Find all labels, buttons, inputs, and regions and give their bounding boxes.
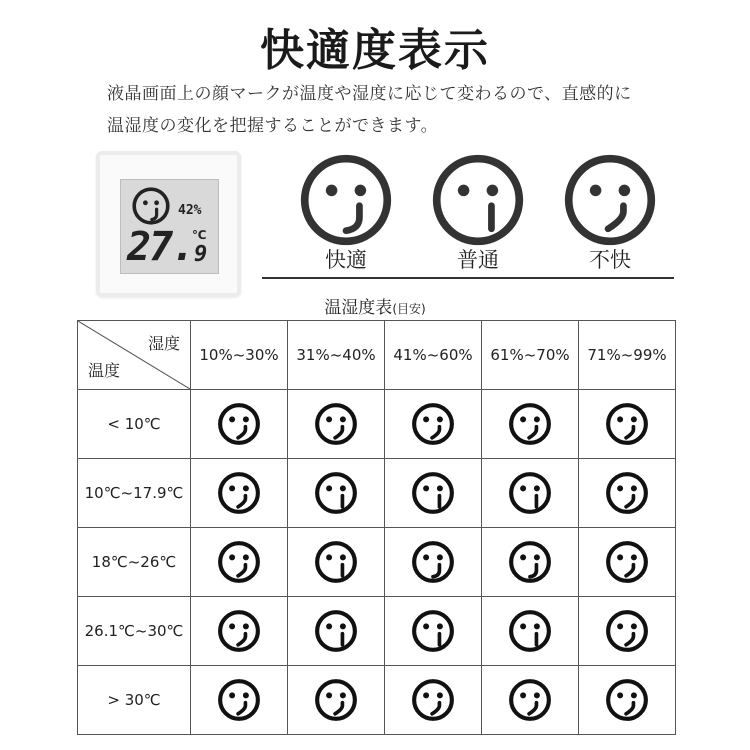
- row-header: 26.1℃~30℃: [78, 597, 191, 666]
- face-cell: [288, 390, 385, 459]
- row-header: < 10℃: [78, 390, 191, 459]
- discomfort-face-icon: [604, 470, 650, 516]
- column-header: 61%~70%: [482, 321, 579, 390]
- face-cell: [579, 390, 676, 459]
- discomfort-face-icon: [604, 401, 650, 447]
- discomfort-face-icon: [410, 401, 456, 447]
- table-row: [78, 528, 676, 597]
- discomfort-face-icon: [216, 539, 262, 585]
- humidity-axis-label: 湿度: [147, 334, 180, 353]
- table-row: [78, 666, 676, 735]
- temperature-axis-label: 温度: [88, 361, 121, 380]
- lcd-temperature: 27.: [127, 224, 194, 270]
- face-cell: [288, 666, 385, 735]
- table-header-row: [78, 321, 676, 390]
- face-cell: [191, 390, 288, 459]
- discomfort-face-icon: [410, 677, 456, 723]
- column-header: 71%~99%: [579, 321, 676, 390]
- normal-face-icon: [313, 608, 359, 654]
- table-row: [78, 459, 676, 528]
- discomfort-face-icon: [313, 677, 359, 723]
- face-cell: [288, 459, 385, 528]
- face-cell: [191, 528, 288, 597]
- lcd-unit: ℃: [192, 228, 207, 242]
- discomfort-face-icon: [604, 608, 650, 654]
- face-cell: [191, 597, 288, 666]
- face-cell: [579, 459, 676, 528]
- legend-divider: [262, 277, 674, 279]
- face-cell: [385, 597, 482, 666]
- thermometer-device: [96, 151, 241, 297]
- legend-label-comfort: 快適: [325, 248, 367, 272]
- discomfort-face-icon: [604, 677, 650, 723]
- discomfort-face-icon: [313, 401, 359, 447]
- table-corner-cell: [78, 321, 191, 390]
- comfort-table: [77, 320, 676, 735]
- normal-face-icon: [410, 470, 456, 516]
- normal-face-icon: [507, 470, 553, 516]
- discomfort-face-icon: [507, 401, 553, 447]
- face-cell: [385, 459, 482, 528]
- face-cell: [288, 528, 385, 597]
- legend-label-discomfort: 不快: [589, 248, 631, 272]
- row-header: 18℃~26℃: [78, 528, 191, 597]
- description-line-2: 温湿度の変化を把握することができます。: [107, 116, 439, 136]
- normal-face-icon: [430, 152, 526, 248]
- discomfort-face-icon: [507, 677, 553, 723]
- face-cell: [482, 459, 579, 528]
- normal-face-icon: [313, 539, 359, 585]
- table-row: [78, 390, 676, 459]
- row-header: 10℃~17.9℃: [78, 459, 191, 528]
- column-header: 41%~60%: [385, 321, 482, 390]
- face-cell: [191, 666, 288, 735]
- face-cell: [482, 597, 579, 666]
- discomfort-face-icon: [216, 677, 262, 723]
- normal-face-icon: [507, 608, 553, 654]
- discomfort-face-icon: [216, 470, 262, 516]
- face-cell: [579, 528, 676, 597]
- lcd-humidity: 42%: [178, 203, 202, 218]
- lcd-temperature-decimal: 9: [194, 242, 208, 267]
- face-cell: [579, 666, 676, 735]
- comfort-face-icon: [410, 539, 456, 585]
- face-cell: [579, 597, 676, 666]
- legend-label-normal: 普通: [457, 248, 499, 272]
- face-cell: [288, 597, 385, 666]
- face-cell: [191, 459, 288, 528]
- column-header: 10%~30%: [191, 321, 288, 390]
- discomfort-face-icon: [604, 539, 650, 585]
- table-row: [78, 597, 676, 666]
- face-cell: [385, 528, 482, 597]
- normal-face-icon: [313, 470, 359, 516]
- column-header: 31%~40%: [288, 321, 385, 390]
- discomfort-face-icon: [216, 401, 262, 447]
- page-title: 快適度表示: [260, 25, 490, 76]
- normal-face-icon: [410, 608, 456, 654]
- comfort-face-icon: [298, 152, 394, 248]
- lcd-face-icon: [131, 186, 171, 226]
- face-cell: [482, 528, 579, 597]
- face-cell: [385, 390, 482, 459]
- discomfort-face-icon: [216, 608, 262, 654]
- row-header: > 30℃: [78, 666, 191, 735]
- face-cell: [482, 666, 579, 735]
- table-caption: 温湿度表(目安): [324, 298, 426, 318]
- description-line-1: 液晶画面上の顔マークが温度や湿度に応じて変わるので、直感的に: [107, 84, 632, 104]
- face-cell: [482, 390, 579, 459]
- comfort-face-icon: [507, 539, 553, 585]
- discomfort-face-icon: [562, 152, 658, 248]
- face-cell: [385, 666, 482, 735]
- lcd-screen: [120, 179, 219, 274]
